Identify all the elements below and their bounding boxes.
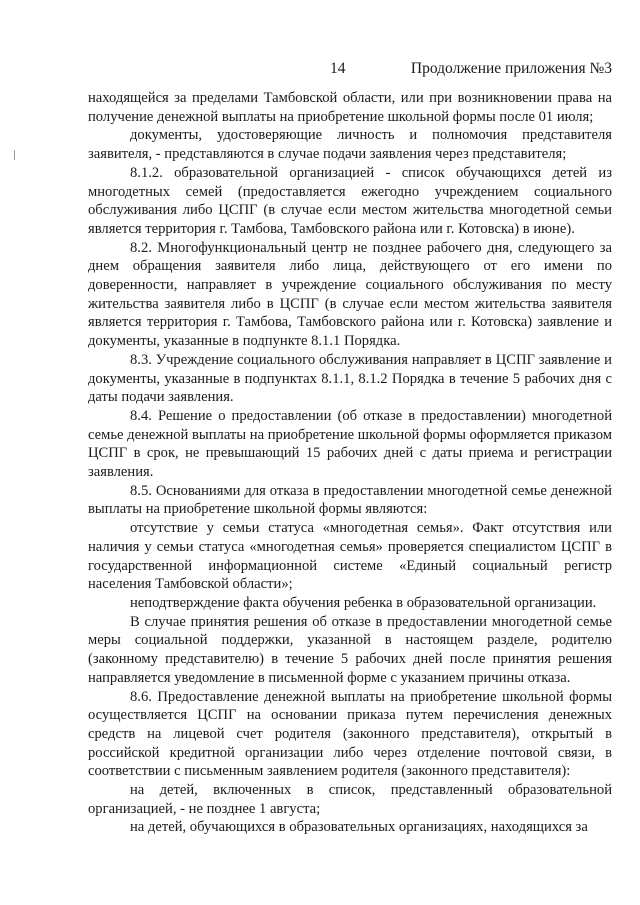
appendix-continuation-title: Продолжение приложения №3 (410, 60, 612, 77)
paragraph-refusal-notice: В случае принятия решения об отказе в предоставлении многодетной семье меры социальной поддержки, указанной в настоящем разделе, родителю (законному представителю) в течение 5 рабочих дней после принятия решения направляется уведомление в письменной форме с указанием причины отказа. (88, 613, 612, 686)
paragraph-refusal-ground-education: неподтверждение факта обучения ребенка в образовательной организации. (130, 594, 597, 611)
paragraph-payment-deadline: на детей, включенных в список, представленный образовательной организацией, - не позднее 1 августа; (88, 782, 612, 817)
paragraph-continuation: находящейся за пределами Тамбовской области, или при возникновении права на получение денежной выплаты на приобретение школьной формы после 01 июля; (88, 90, 612, 125)
page-number: 14 (330, 60, 346, 77)
paragraph-identity-documents: документы, удостоверяющие личность и полномочия представителя заявителя, - представляются в случае подачи заявления через представителя; (88, 127, 612, 163)
paragraph-refusal-ground-status: отсутствие у семьи статуса «многодетная семья». Факт отсутствия или наличия у семьи статуса «многодетная семья» проверяется специалистом ЦСПГ в государственной информационной системе «Единый социальный регистр населения Тамбовской области»; (88, 520, 612, 593)
document-body (88, 89, 612, 837)
paragraph-8-5: 8.5. Основаниями для отказа в предоставлении многодетной семье денежной выплаты на приобретение школьной формы являются: (88, 482, 612, 518)
paragraph-8-4: 8.4. Решение о предоставлении (об отказе в предоставлении) многодетной семье денежной выплаты на приобретение школьной формы оформляется приказом ЦСПГ в срок, не превышающий 15 рабочих дней с даты приема и регистрации заявления. (88, 407, 612, 481)
paragraph-8-3: 8.3. Учреждение социального обслуживания направляет в ЦСПГ заявление и документы, указанные в подпунктах 8.1.1, 8.1.2 Порядка в течение 5 рабочих дня с даты подачи заявления. (88, 351, 612, 406)
paragraph-children-outside-region: на детей, обучающихся в образовательных организациях, находящихся за (130, 819, 588, 836)
page-header (0, 60, 640, 82)
paragraph-8-1-2: 8.1.2. образовательной организацией - список обучающихся детей из многодетных семей (предоставляется ежегодно учреждением социального обслуживания либо ЦСПГ (в случае если местом жительства многодетной семьи является территория г. Тамбова, Тамбовского района или г. Котовска) в июне). (88, 164, 612, 237)
margin-mark (14, 150, 15, 160)
paragraph-8-6: 8.6. Предоставление денежной выплаты на приобретение школьной формы осуществляется ЦСПГ на основании приказа путем перечисления денежных средств на лицевой счет родителя (законного представителя), открытый в российской кредитной организации либо через отделение почтовой связи, в соответствии с письменным заявлением родителя (законного представителя): (88, 688, 612, 780)
paragraph-8-2: 8.2. Многофункциональный центр не позднее рабочего дня, следующего за днем обращения заявителя либо лица, действующего от его имени по доверенности, направляет в учреждение социального обслуживания по месту жительства заявителя либо в ЦСПГ (в случае если местом жительства заявителя является территория г. Тамбова, Тамбовского района или г. Котовска) заявление и документы, указанные в подпункте 8.1.1 Порядка. (88, 239, 612, 350)
